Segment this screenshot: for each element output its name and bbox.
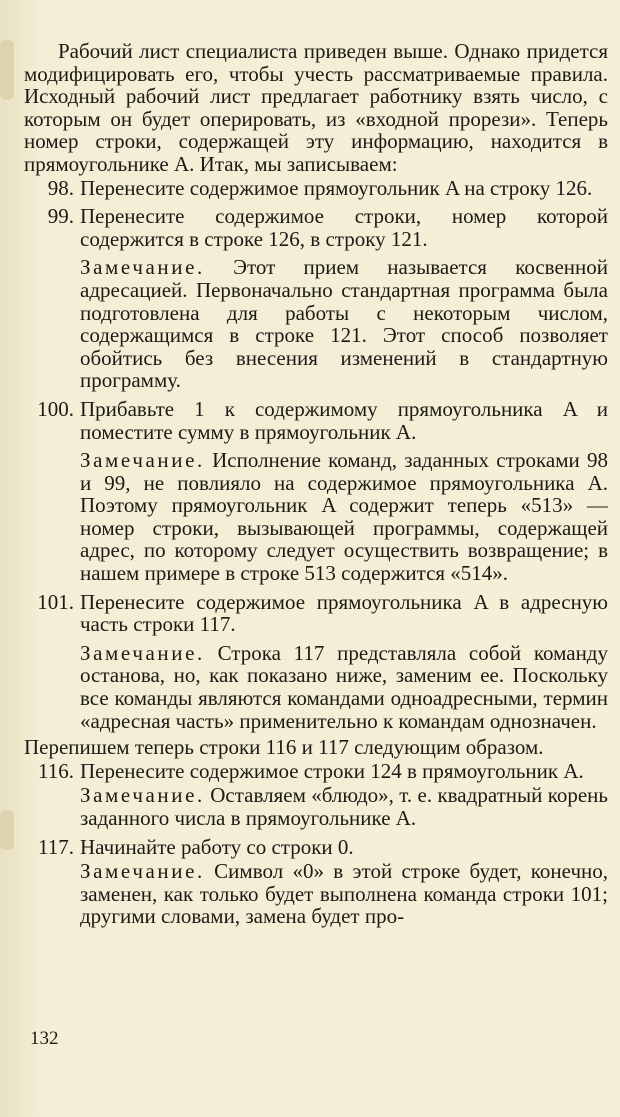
note-text: Оставляем «блюдо», т. е. квадратный корень заданного числа в прямоугольнике A. [80,783,609,830]
instruction-text: Прибавьте 1 к содержимому прямоугольника A и поместите сумму в прямоугольник A. [80,396,608,444]
instruction-101 [24,591,608,733]
instruction-text: Начинайте работу со строки 0. [80,834,354,859]
instruction-116 [24,760,608,830]
instruction-text: Перенесите содержимое строки, номер которой содержится в строке 126, в строку 121. [80,204,608,251]
intro-paragraph: Рабочий лист специалиста приведен выше. Однако придется модифицировать его, чтобы учесть рассматриваемые правила. Исходный рабочий лист предлагает работнику взять число, с которым он будет оперировать, из «входной прорези». Теперь номер строки, содержащей эту информацию, находится в прямоугольнике A. Итак, мы записываем: [24,39,608,176]
rewrite-paragraph: Перепишем теперь строки 116 и 117 следующим образом. [24,735,544,760]
instruction-text: Перенесите содержимое строки 124 в прямоугольник A. [80,758,584,783]
note-text: Строка 117 представляла собой команду останова, но, как показано ниже, заменим ее. Поскольку все команды являются командами одноадресными, термин «адресная часть» применительно к командам однозначен. [80,640,608,733]
note [80,256,608,392]
note [80,860,608,928]
note-label: Замечание. [80,783,205,808]
instruction-98 [24,177,608,200]
instruction-text: Перенесите содержимое прямоугольника A в адресную часть строки 117. [80,589,608,637]
page-edge-stain [0,810,14,850]
instruction-number: 101. [37,589,74,614]
instruction-100 [24,398,608,585]
page-edge-stain [0,40,14,100]
instruction-number: 98. [47,175,74,200]
instruction-117 [24,836,608,928]
instruction-99 [24,205,608,392]
instruction-number: 117. [38,834,74,859]
note-text: Исполнение команд, заданных строками 98 и 99, не повлияло на содержимое прямоугольника A. Поэтому прямоугольник A содержит теперь «513» — номер строки, вызывающей программы, содержащей адрес, по которому следует осуществить возвращение; в нашем примере в строке 513 содержится «514». [80,448,609,586]
note-label: Замечание. [80,448,205,473]
instruction-number: 116. [38,758,74,783]
note-text: Этот прием называется косвенной адресацией. Первоначально стандартная программа была подготовлена для работы с некоторым числом, содержащимся в строке 121. Этот способ позволяет обойтись без внесения изменений в стандартную программу. [80,255,609,393]
instruction-number: 100. [37,396,74,421]
instruction-text: Перенесите содержимое прямоугольник A на строку 126. [80,175,593,200]
note [80,449,608,585]
instruction-number: 99. [47,204,74,229]
note-label: Замечание. [80,859,205,884]
note-label: Замечание. [80,640,205,665]
note-text: Символ «0» в этой строке будет, конечно, заменен, как только будет выполнена команда строки 101; другими словами, замена будет про- [80,859,609,929]
note-label: Замечание. [80,255,205,280]
note [80,642,608,732]
page-number: 132 [30,1028,59,1049]
note [80,784,608,829]
